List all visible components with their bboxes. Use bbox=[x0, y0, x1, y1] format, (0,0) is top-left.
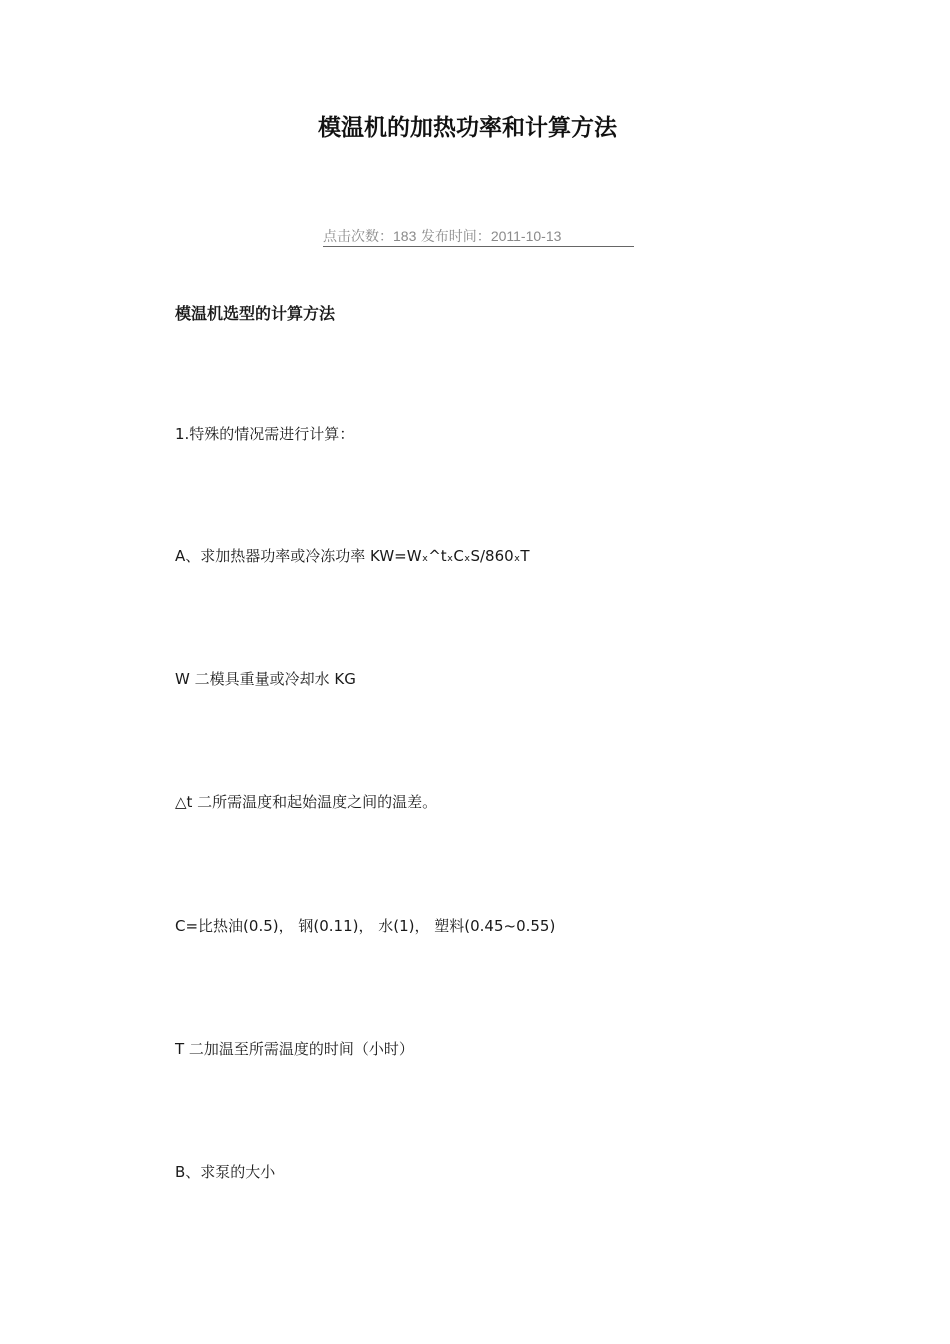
paragraph-special-case: 1.特殊的情况需进行计算： bbox=[175, 425, 355, 443]
clicks-value: 183 bbox=[393, 228, 417, 244]
paragraph-specific-heat: C=比热油(0.5)， 钢(0.11)， 水(1)， 塑料(0.45~0.55) bbox=[175, 917, 556, 935]
published-value: 2011-10-13 bbox=[490, 228, 562, 244]
paragraph-heating-time: T 二加温至所需温度的时间（小时） bbox=[175, 1040, 414, 1058]
paragraph-weight-definition: W 二模具重量或冷却水 KG bbox=[175, 670, 356, 688]
clicks-label: 点击次数： bbox=[323, 228, 393, 244]
paragraph-heater-power-formula: A、求加热器功率或冷冻功率 KW=Wₓ^tₓCₓS/860ₓT bbox=[175, 547, 530, 565]
paragraph-temperature-difference: △t 二所需温度和起始温度之间的温差。 bbox=[175, 793, 438, 811]
article-title: 模温机的加热功率和计算方法 bbox=[318, 115, 617, 141]
published-label: 发布时间： bbox=[420, 228, 491, 244]
section-heading: 模温机选型的计算方法 bbox=[175, 304, 336, 323]
article-meta bbox=[323, 226, 634, 247]
paragraph-pump-size: B、求泵的大小 bbox=[175, 1163, 276, 1181]
